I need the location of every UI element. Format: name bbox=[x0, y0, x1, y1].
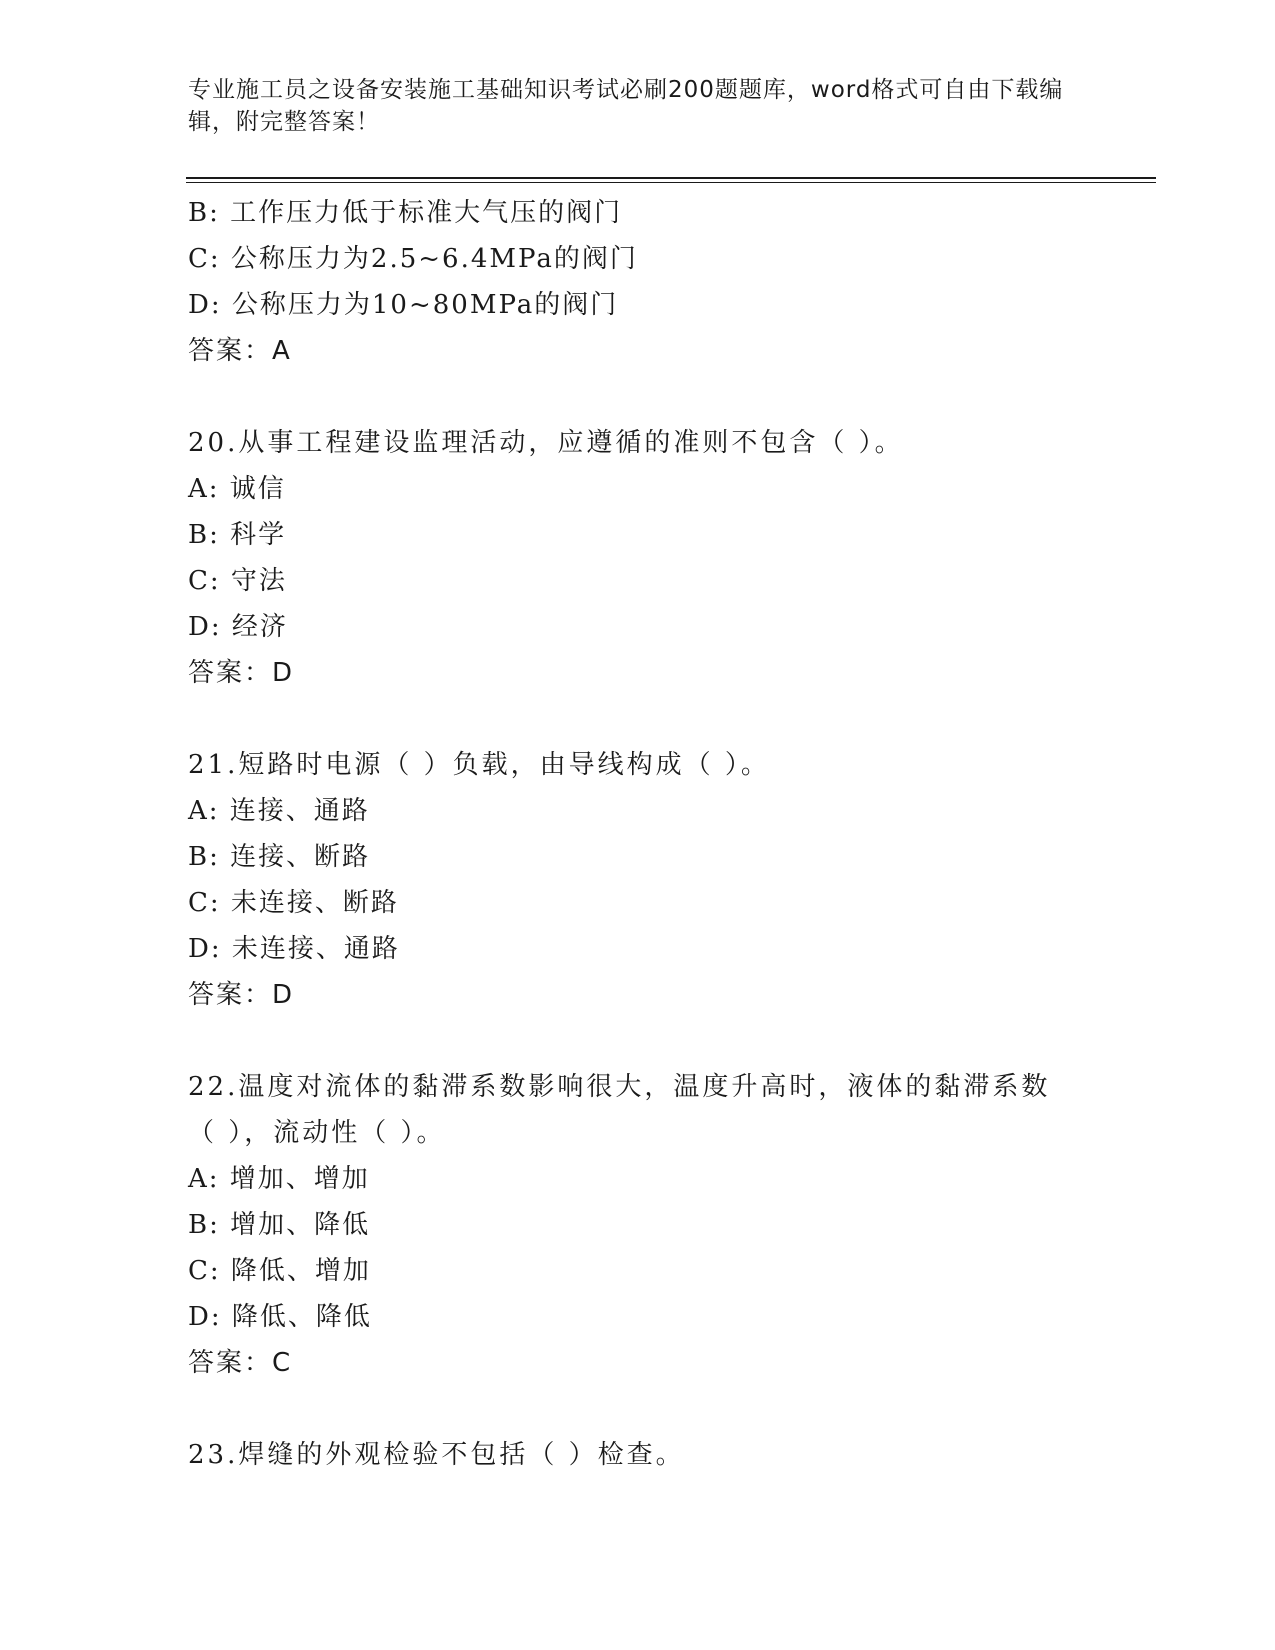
option-c: C: 未连接、断路 bbox=[188, 888, 399, 918]
question-23 bbox=[188, 1432, 1088, 1478]
question-stem: 23.焊缝的外观检验不包括（ ）检查。 bbox=[188, 1440, 685, 1470]
option-d: D: 降低、降低 bbox=[188, 1302, 372, 1332]
spacer bbox=[188, 1018, 1088, 1064]
question-20 bbox=[188, 420, 1088, 696]
option-c: C: 降低、增加 bbox=[188, 1256, 371, 1286]
spacer bbox=[188, 696, 1088, 742]
answer: 答案：C bbox=[188, 1348, 293, 1378]
option-a: A: 诚信 bbox=[188, 474, 286, 504]
option-b: B: 增加、降低 bbox=[188, 1210, 371, 1240]
spacer bbox=[188, 1386, 1088, 1432]
answer: 答案：D bbox=[188, 980, 295, 1010]
option-b: B: 科学 bbox=[188, 520, 287, 550]
question-stem: 22.温度对流体的黏滞系数影响很大，温度升高时，液体的黏滞系数（ ），流动性（ ）。 bbox=[188, 1072, 1051, 1148]
option-d: D: 经济 bbox=[188, 612, 288, 642]
question-22 bbox=[188, 1064, 1088, 1386]
option-c: C: 守法 bbox=[188, 566, 287, 596]
option-d: D: 公称压力为10~80MPa的阀门 bbox=[188, 290, 619, 320]
answer: 答案：D bbox=[188, 658, 295, 688]
question-list bbox=[188, 190, 1088, 1478]
answer: 答案：A bbox=[188, 336, 292, 366]
question-stem: 20.从事工程建设监理活动，应遵循的准则不包含（ ）。 bbox=[188, 428, 904, 458]
question-stem: 21.短路时电源（ ）负载，由导线构成（ ）。 bbox=[188, 750, 770, 780]
option-b: B: 工作压力低于标准大气压的阀门 bbox=[188, 198, 623, 228]
header-divider bbox=[186, 177, 1156, 179]
header-title: 专业施工员之设备安装施工基础知识考试必刷200题题库，word格式可自由下载编辑，附完整答案！ bbox=[188, 77, 1064, 135]
option-d: D: 未连接、通路 bbox=[188, 934, 400, 964]
document-header bbox=[188, 74, 1088, 138]
option-b: B: 连接、断路 bbox=[188, 842, 371, 872]
header-divider-thin bbox=[186, 182, 1156, 183]
option-c: C: 公称压力为2.5~6.4MPa的阀门 bbox=[188, 244, 638, 274]
spacer bbox=[188, 374, 1088, 420]
question-19-continued bbox=[188, 190, 1088, 374]
question-21 bbox=[188, 742, 1088, 1018]
option-a: A: 增加、增加 bbox=[188, 1164, 370, 1194]
option-a: A: 连接、通路 bbox=[188, 796, 370, 826]
